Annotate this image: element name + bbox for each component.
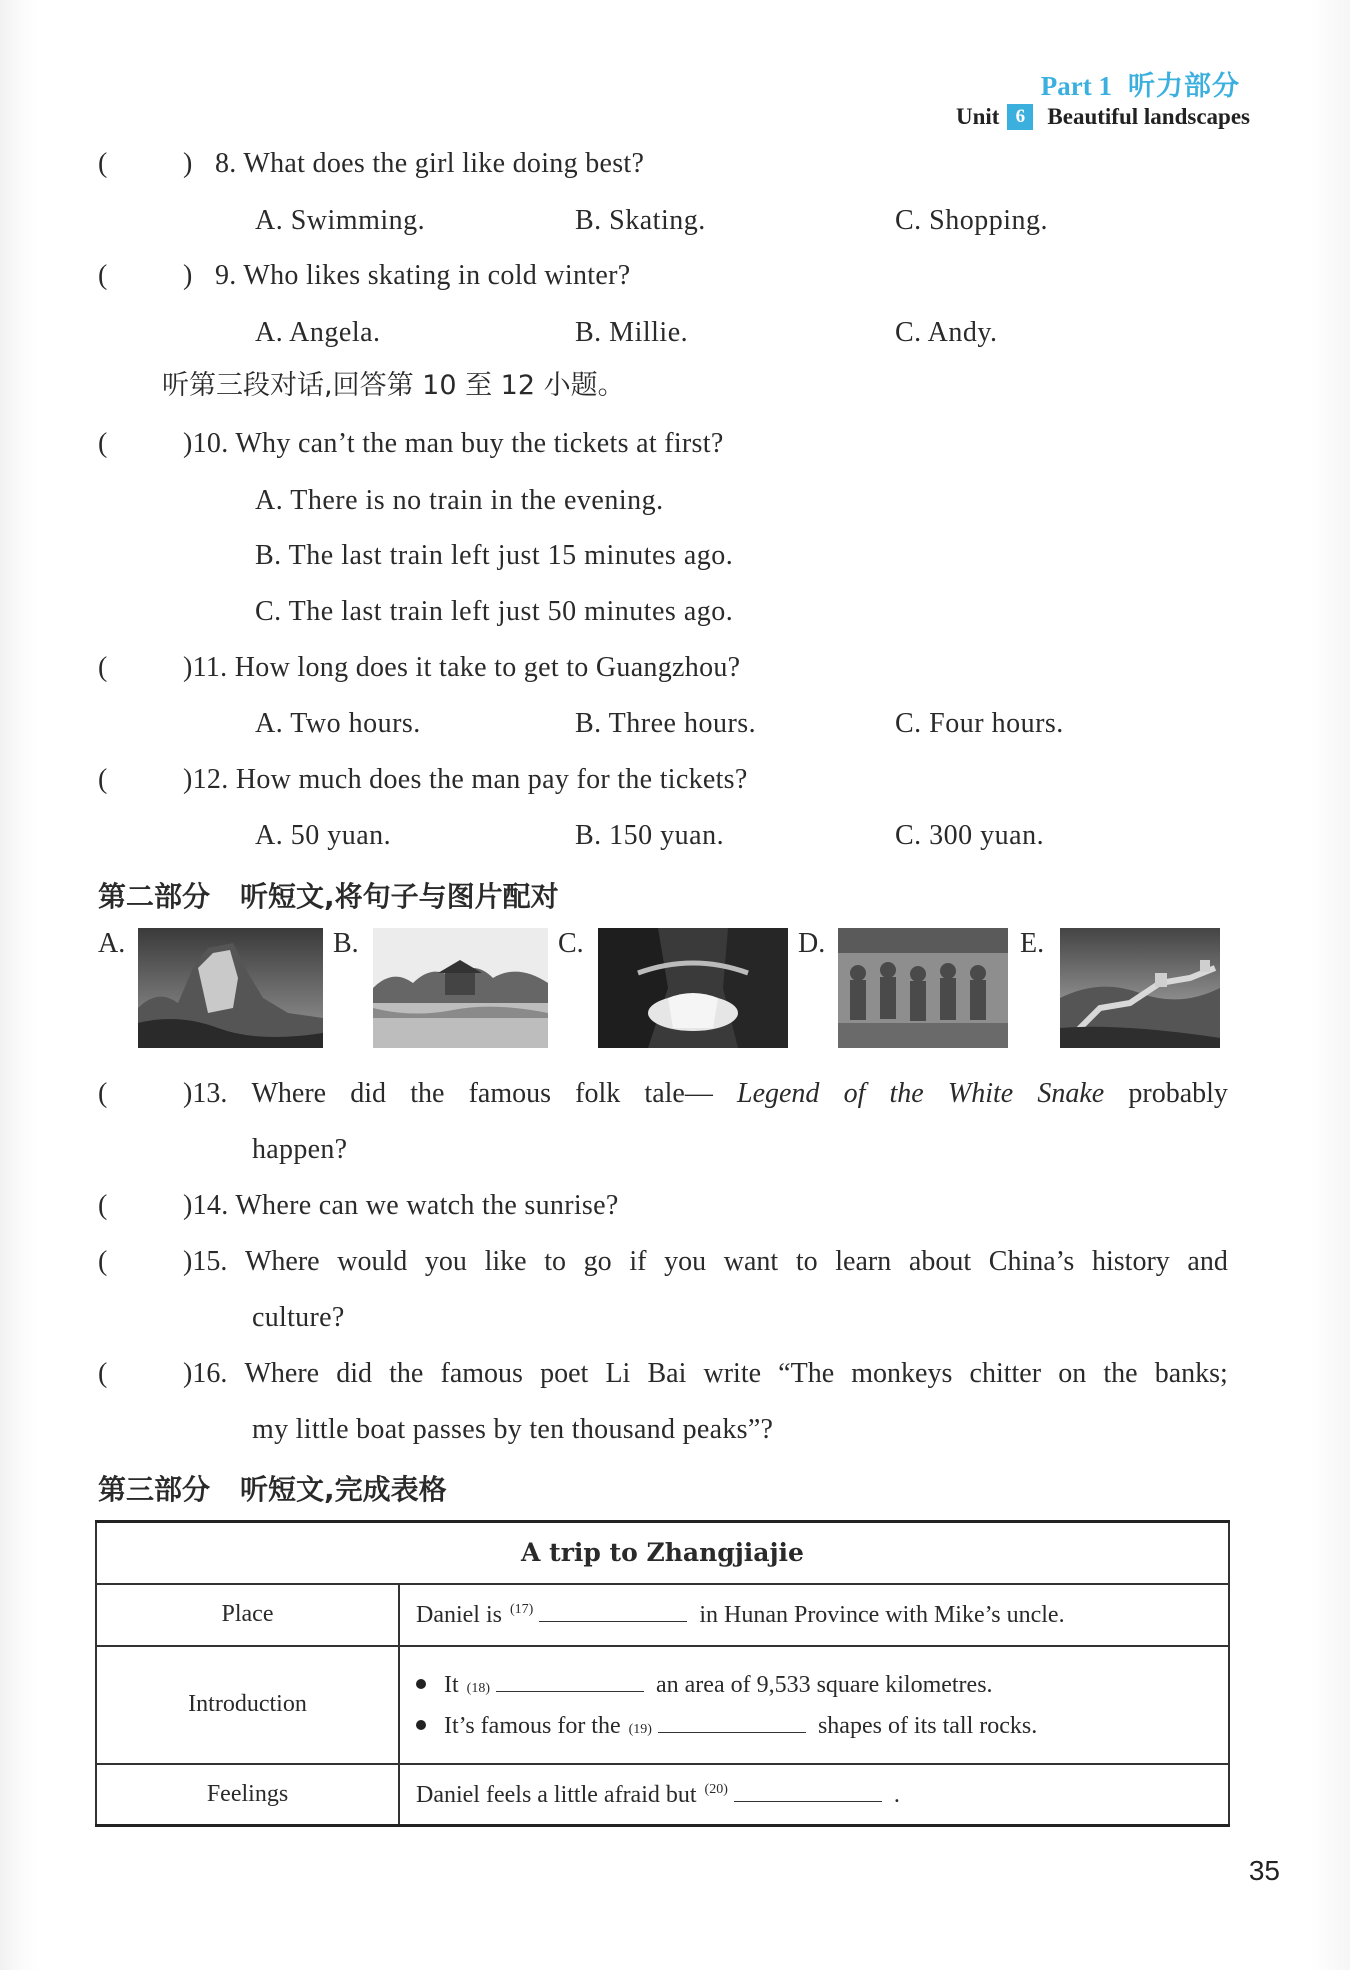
place-content: Daniel is $^{(17)}$ in Hunan Province with Mike’s uncle. <box>399 1584 1229 1646</box>
blank-number-17: (17) <box>509 1602 534 1617</box>
part2-title-b: 听短文,将句子与图片配对 <box>240 880 559 913</box>
answer-paren-open: ( <box>98 1078 108 1109</box>
page-number: 35 <box>1248 1855 1280 1886</box>
terracotta-warriors-picture <box>838 928 1008 1048</box>
bullet-dot-icon <box>416 1720 426 1730</box>
lake-pavilion-picture <box>373 928 548 1048</box>
place-label: Place <box>96 1584 399 1646</box>
answer-blank-17[interactable] <box>539 1600 687 1622</box>
q8-option-a: A. Swimming. <box>255 205 426 236</box>
answer-blank-20[interactable] <box>734 1780 882 1802</box>
answer-blank-19[interactable] <box>658 1711 806 1733</box>
question-13: )13. Where did the famous folk tale— Legend of the White Snake probably <box>183 1078 1228 1109</box>
q10-option-c: C. The last train left just 50 minutes ago. <box>255 596 734 627</box>
question-10: )10. Why can’t the man buy the tickets at first? <box>183 428 724 459</box>
question-11: )11. How long does it take to get to Guangzhou? <box>183 652 741 683</box>
question-12: )12. How much does the man pay for the tickets? <box>183 764 748 795</box>
q11-option-b: B. Three hours. <box>575 708 757 739</box>
question-14: )14. Where can we watch the sunrise? <box>183 1190 619 1221</box>
table-title: A trip to Zhangjiajie <box>96 1522 1229 1584</box>
question-16-continued: my little boat passes by ten thousand peaks”? <box>252 1414 774 1445</box>
blank-number-20: (20) <box>704 1781 728 1797</box>
introduction-content <box>399 1646 1229 1764</box>
q8-option-b: B. Skating. <box>575 205 706 236</box>
picture-label-c: C. <box>558 928 584 959</box>
part-label: Part 1 <box>1040 71 1112 101</box>
unit-header <box>956 104 1250 130</box>
q9-option-a: A. Angela. <box>255 317 381 348</box>
answer-paren-open: ( <box>98 148 108 179</box>
part2-title-a: 第二部分 <box>98 880 211 913</box>
picture-label-e: E. <box>1020 928 1045 959</box>
q10-option-b: B. The last train left just 15 minutes ago. <box>255 540 734 571</box>
intro-bullet-1: It (18) an area of 9,533 square kilometres. <box>416 1670 1228 1699</box>
answer-paren-open: ( <box>98 260 108 291</box>
gorge-river-picture <box>598 928 788 1048</box>
q9-option-c: C. Andy. <box>895 317 998 348</box>
part2-heading <box>98 875 559 915</box>
intro-bullet-2: It’s famous for the (19) shapes of its tall rocks. <box>416 1711 1228 1740</box>
picture-label-a: A. <box>98 928 126 959</box>
answer-paren-open: ( <box>98 428 108 459</box>
section-instruction: 听第三段对话,回答第 10 至 12 小题。 <box>162 370 625 401</box>
trip-table <box>95 1520 1230 1827</box>
question-16: )16. Where did the famous poet Li Bai write “The monkeys chitter on the banks; <box>183 1358 1228 1389</box>
part3-heading <box>98 1468 447 1508</box>
q12-option-a: A. 50 yuan. <box>255 820 392 851</box>
part-cn-label: 听力部分 <box>1128 71 1240 102</box>
question-15-continued: culture? <box>252 1302 345 1333</box>
unit-number-badge: 6 <box>1007 104 1033 130</box>
answer-paren-close: ) <box>183 148 193 179</box>
answer-paren-open: ( <box>98 1358 108 1389</box>
answer-blank-18[interactable] <box>496 1670 644 1692</box>
answer-paren-open: ( <box>98 764 108 795</box>
answer-paren-close: ) <box>183 260 193 291</box>
answer-paren-open: ( <box>98 652 108 683</box>
part-header <box>1041 64 1240 103</box>
picture-label-b: B. <box>333 928 359 959</box>
q11-option-c: C. Four hours. <box>895 708 1064 739</box>
picture-label-d: D. <box>798 928 826 959</box>
question-13-continued: happen? <box>252 1134 348 1165</box>
answer-paren-open: ( <box>98 1246 108 1277</box>
answer-paren-open: ( <box>98 1190 108 1221</box>
blank-number-19: (19) <box>628 1721 652 1737</box>
feelings-label: Feelings <box>96 1764 399 1826</box>
bullet-dot-icon <box>416 1679 426 1689</box>
introduction-label: Introduction <box>96 1646 399 1764</box>
q12-option-c: C. 300 yuan. <box>895 820 1045 851</box>
blank-number-18: (18) <box>466 1680 490 1696</box>
q11-option-a: A. Two hours. <box>255 708 421 739</box>
question-8: 8. What does the girl like doing best? <box>215 148 645 179</box>
part3-title-b: 听短文,完成表格 <box>240 1473 447 1506</box>
part3-title-a: 第三部分 <box>98 1473 211 1506</box>
unit-title: Beautiful landscapes <box>1047 104 1250 129</box>
question-9: 9. Who likes skating in cold winter? <box>215 260 631 291</box>
mountain-rock-picture <box>138 928 323 1048</box>
great-wall-picture <box>1060 928 1220 1048</box>
q8-option-c: C. Shopping. <box>895 205 1049 236</box>
feelings-content: Daniel feels a little afraid but $^{(20)}$ . <box>399 1764 1229 1826</box>
unit-prefix: Unit <box>955 104 1000 129</box>
q12-option-b: B. 150 yuan. <box>575 820 725 851</box>
q9-option-b: B. Millie. <box>575 317 689 348</box>
question-15: )15. Where would you like to go if you want to learn about China’s history and <box>183 1246 1228 1277</box>
q10-option-a: A. There is no train in the evening. <box>255 485 664 516</box>
